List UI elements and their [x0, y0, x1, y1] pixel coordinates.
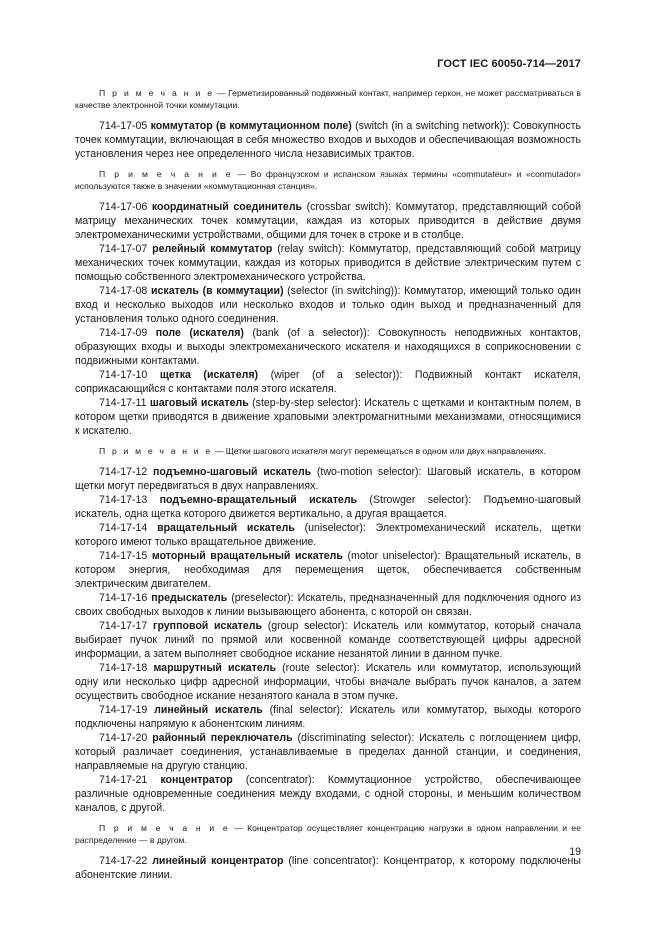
note-text: — Герметизированный подвижный контакт, например геркон, не может рассматриваться в качестве электронной точки коммутации.: [75, 88, 581, 110]
term-entry: [75, 119, 581, 161]
entry-definition: (selector (in switching)): Коммутатор, имеющий только один вход и несколько выходов или несколько входов и только один выход и предназначенный для установления только одного соединения.: [75, 285, 581, 325]
entry-definition: (uniselector): Электромеханический искатель, щетки которого имеют только вращательное движение.: [75, 522, 581, 548]
entry-term: координатный соединитель: [151, 201, 303, 213]
term-entry: [75, 661, 581, 703]
entry-definition: (Strowger selector): Подъемно-шаговый искатель, одна щетка которого движется вертикально, а другая вращается.: [75, 494, 581, 520]
entry-definition: (concentrator): Коммутационное устройство, обеспечивающее различные одновременные соединения между входами, с одной стороны, и меньшим количеством каналов, с другой.: [75, 774, 581, 814]
term-entry: [75, 731, 581, 773]
entry-number: 714-17-12: [99, 466, 153, 478]
note-label: П р и м е ч а н и е: [99, 88, 215, 98]
entry-definition: (preselector): Искатель, предназначенный для подключения одного из своих свободных выходов к линии вызывающего абонента, с которой он связан.: [75, 592, 581, 618]
entry-term: районный переключатель: [152, 732, 293, 744]
standard-header: ГОСТ IEC 60050-714—2017: [437, 58, 581, 70]
entry-number: 714-17-10: [99, 369, 160, 381]
entry-number: 714-17-21: [99, 774, 161, 786]
note-paragraph: [75, 87, 581, 111]
note-label: П р и м е ч а н и е: [99, 169, 233, 179]
term-entry: [75, 591, 581, 619]
term-entry: [75, 773, 581, 815]
entry-definition: (wiper (of a selector)): Подвижный контакт искателя, соприкасающийся с контактами поля этого искателя.: [75, 369, 581, 395]
note-text: — Щетки шагового искателя могут перемещаться в одном или двух направлениях.: [212, 446, 546, 456]
entry-definition: (bank (of a selector)): Совокупность неподвижных контактов, образующих входы и выходы электромеханического искателя и находящихся в соприкосновении с подвижными контактами.: [75, 327, 581, 367]
entry-number: 714-17-16: [99, 592, 152, 604]
note-text: — Во французском и испанском языках термины «commutateur» и «conmutador» используются также в значении «коммутационная станция».: [75, 169, 581, 191]
entry-term: подъемно-шаговый искатель: [153, 466, 312, 478]
entry-term: маршрутный искатель: [153, 662, 276, 674]
entry-number: 714-17-05: [99, 120, 151, 132]
entry-term: линейный искатель: [154, 704, 263, 716]
note-label: П р и м е ч а н и е: [99, 823, 230, 833]
entry-number: 714-17-18: [99, 662, 154, 674]
entry-number: 714-17-11: [99, 397, 150, 409]
entry-number: 714-17-09: [99, 327, 156, 339]
entry-term: предыскатель: [151, 592, 228, 604]
entry-number: 714-17-19: [99, 704, 155, 716]
entry-number: 714-17-20: [99, 732, 153, 744]
note-paragraph: [75, 445, 581, 457]
term-entry: [75, 368, 581, 396]
entry-definition: (route selector): Искатель или коммутатор, использующий одну или несколько цифр адресной информации, чтобы вначале выбрать пучок каналов, а затем осуществить свободное искание незанятого канала в этом пучке.: [75, 662, 581, 702]
term-entry: [75, 242, 581, 284]
note-text: — Концентратор осуществляет концентрацию нагрузки в одном направлении и ее распределение — в другом.: [75, 823, 581, 845]
term-entry: [75, 326, 581, 368]
term-entry: [75, 493, 581, 521]
term-entry: [75, 619, 581, 661]
entry-term: релейный коммутатор: [152, 243, 273, 255]
entry-definition: (switch (in a switching network)): Совокупность точек коммутации, включающая в себя множество входов и выходов и обеспечивающая возможность установления через нее определенного числа независимых трактов.: [75, 120, 581, 160]
entry-definition: (relay switch): Коммутатор, представляющий собой матрицу механических точек коммутации, каждая из которых приводится в действие электрическим путем с помощью собственного электромеханического устройства.: [75, 243, 581, 283]
entry-definition: (step-by-step selector): Искатель с щетками и контактным полем, в котором щетки приводятся в движение храповыми электромагнитными механизмами, относящимися к искателю.: [75, 397, 581, 437]
entry-term: искатель (в коммутации): [150, 285, 284, 297]
entry-term: подъемно-вращательный искатель: [159, 494, 358, 506]
entry-number: 714-17-07: [99, 243, 153, 255]
term-entry: [75, 703, 581, 731]
entry-definition: (discriminating selector): Искатель с поглощением цифр, который различает соединения, устанавливаемые в пределах данной станции, и соединения, направляемые на другую станцию.: [75, 732, 581, 772]
entry-term: групповой искатель: [153, 620, 262, 632]
entry-term: шаговый искатель: [149, 397, 249, 409]
entry-term: коммутатор (в коммутационном поле): [150, 120, 352, 132]
entry-definition: (crossbar switch): Коммутатор, представляющий собой матрицу механических точек коммутации, каждая из которых приводится в действие двумя электромеханическими устройствами, общими для точек в строке и в столбце.: [75, 201, 581, 241]
entry-term: вращательный искатель: [157, 522, 295, 534]
term-entry: [75, 396, 581, 438]
term-entry: [75, 854, 581, 882]
entry-number: 714-17-14: [99, 522, 158, 534]
entry-term: линейный концентратор: [152, 855, 284, 867]
term-entry: [75, 284, 581, 326]
entry-number: 714-17-08: [99, 285, 151, 297]
document-body: [75, 87, 581, 882]
entry-number: 714-17-13: [99, 494, 160, 506]
entry-definition: (line concentrator): Концентратор, к которому подключены абонентские линии.: [75, 855, 581, 881]
entry-term: моторный вращательный искатель: [151, 550, 343, 562]
entry-number: 714-17-22: [99, 855, 153, 867]
term-entry: [75, 549, 581, 591]
entry-definition: (final selector): Искатель или коммутатор, выходы которого подключены напрямую к абонентским линиям.: [75, 704, 581, 730]
entry-number: 714-17-17: [99, 620, 154, 632]
entry-definition: (group selector): Искатель или коммутатор, который сначала выбирает пучок линий по прямой или косвенной команде соответствующей цифры адресной информации, а затем выполняет свободное искание незанятой линии в данном пучке.: [75, 620, 581, 660]
entry-definition: (two-motion selector): Шаговый искатель, в котором щетки могут передвигаться в двух направлениях.: [75, 466, 581, 492]
page-number: 19: [569, 846, 581, 858]
note-paragraph: [75, 822, 581, 846]
entry-number: 714-17-06: [99, 201, 152, 213]
note-label: П р и м е ч а н и е: [99, 446, 213, 456]
term-entry: [75, 465, 581, 493]
term-entry: [75, 521, 581, 549]
note-paragraph: [75, 168, 581, 192]
entry-term: щетка (искателя): [159, 369, 259, 381]
term-entry: [75, 200, 581, 242]
entry-number: 714-17-15: [99, 550, 152, 562]
entry-term: концентратор: [160, 774, 233, 786]
entry-definition: (motor uniselector): Вращательный искатель, в котором энергия, необходимая для перемещения щеток, обеспечивается собственным электрическим двигателем.: [75, 550, 581, 590]
entry-term: поле (искателя): [155, 327, 244, 339]
